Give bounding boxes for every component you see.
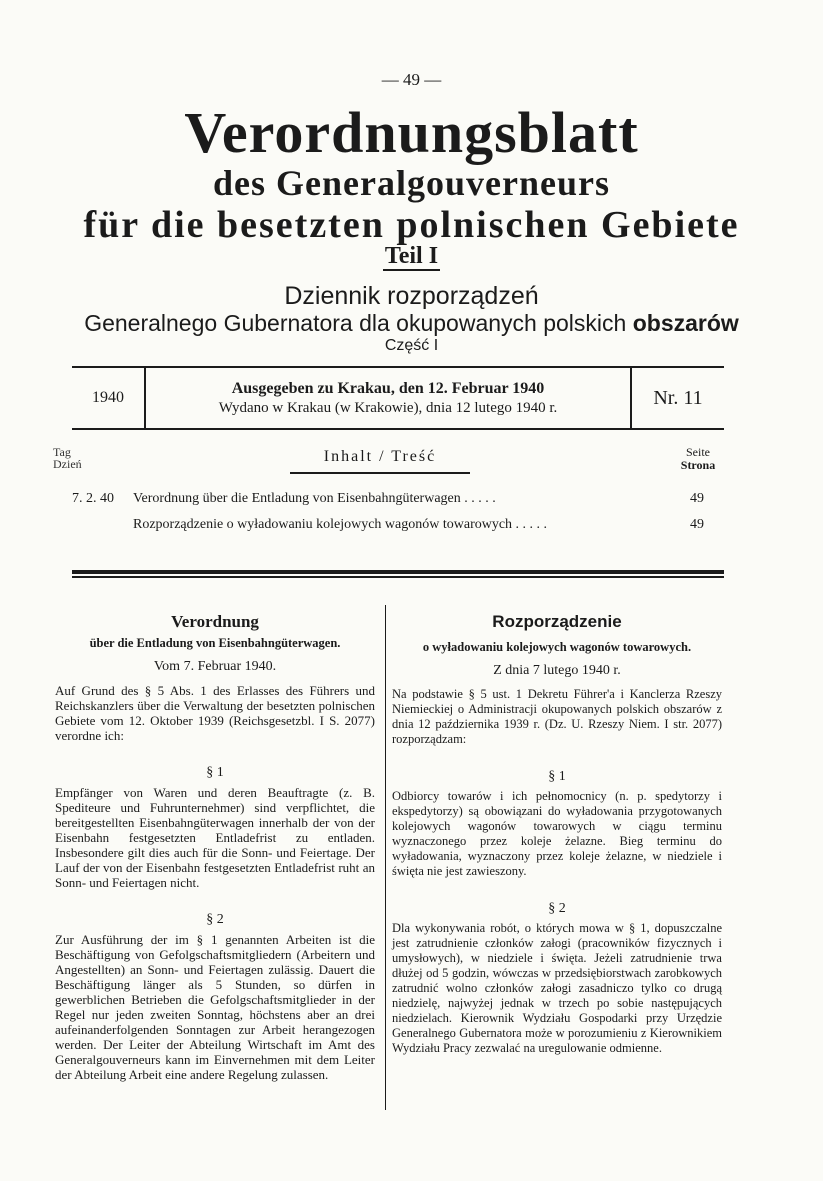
toc-row-page: 49 (690, 517, 704, 532)
toc-header (0, 444, 823, 484)
masthead-teil (0, 243, 823, 270)
masthead-polish-subtitle (0, 310, 823, 337)
polish-section-2-heading: § 2 (548, 901, 566, 916)
masthead-czesc: Część I (384, 337, 439, 354)
polish-section-1-heading: § 1 (548, 769, 566, 784)
german-section-1-heading: § 1 (206, 765, 224, 780)
column-divider (385, 605, 386, 1110)
masthead-subtitle-1: des Generalgouverneurs (213, 163, 610, 203)
polish-section-2-text: Dla wykonywania robót, o których mowa w § 1, dopuszczalne jest zatrudnienie członków załogi (pracowników fizycznych i umysłowych), w niedziele i święta. Jeżeli zatrudnienie trwa dłużej od 5 godzin, wówczas w przedsiębiorstwach zarobkowych zatrudnić wolno członków załogi zasadniczo tylko co drugą niedzielę, najwyżej jednak w trzech po sobie następujących niedzielach. Kierownik Wydziału Gospodarki przy Urzędzie Generalnego Gubernatora może w porozumieniu z Kierownikiem Wydziału Pracy zezwalać na uregulowanie odmienne. (392, 921, 722, 1055)
toc-row-title: Verordnung über die Entladung von Eisenbahngüterwagen . . . . . (133, 491, 496, 506)
toc-row-title: Rozporządzenie o wyładowaniu kolejowych wagonów towarowych . . . . . (133, 517, 548, 532)
issue-date-polish: Wydano w Krakau (w Krakowie), dnia 12 lutego 1940 r. (218, 399, 558, 416)
masthead-title: Verordnungsblatt (184, 100, 639, 165)
polish-title: Rozporządzenie (492, 612, 622, 631)
toc-row-date: 7. 2. 40 (72, 491, 114, 506)
german-title: Verordnung (171, 612, 259, 631)
issue-year: 1940 (72, 368, 146, 428)
polish-section-1-text: Odbiorcy towarów i ich pełnomocnicy (n. p. spedytorzy i ekspedytorzy) są obowiązani do wyładowania przygotowanych kolejowych wagonów towarowych w ciągu terminu wyznaczonego przez koleje żelazne. Bieg terminu do wyładowania, wyznaczony przez koleje żelazne, w niedziele i święta nie jest zawieszony. (392, 789, 722, 878)
issue-box (72, 366, 724, 430)
masthead-polish-title: Dziennik rozporządzeń (284, 282, 539, 310)
issue-info (146, 368, 632, 428)
divider-rule-thick (72, 570, 724, 574)
polish-subtitle: o wyładowaniu kolejowych wagonów towarowych. (422, 640, 692, 654)
german-column (55, 612, 375, 1082)
toc-page-polish: Strona (680, 458, 716, 472)
toc-page-label (668, 446, 728, 472)
issue-date-german: Ausgegeben zu Krakau, den 12. Februar 1940 (231, 379, 545, 397)
german-section-2-heading: § 2 (206, 912, 224, 927)
german-section-2-text: Zur Ausführung der im § 1 genannten Arbeiten ist die Beschäftigung von Gefolgschaftsmitgliedern (Arbeitern und Angestellten) an Sonn- und Feiertagen zulässig. Dauert die Beschäftigung länger als 5 Stunden, so dürfen in gewerblichen Betrieben die Gefolgschaftsmitglieder in der Regel nur jeden zweiten Sonntag, höchstens aber an drei aufeinanderfolgenden Sonntagen zur Arbeit herangezogen werden. Der Leiter der Abteilung Wirtschaft im Amt des Generalgouverneurs kann im Einvernehmen mit dem Leiter der Abteilung Arbeit eine andere Regelung zulassen. (55, 932, 375, 1082)
german-subtitle: über die Entladung von Eisenbahngüterwagen. (89, 636, 341, 650)
polish-date: Z dnia 7 lutego 1940 r. (493, 663, 621, 678)
polish-subtitle-main: Generalnego Gubernatora dla okupowanych polskich (84, 310, 633, 336)
german-date: Vom 7. Februar 1940. (153, 659, 277, 674)
toc-heading: Inhalt / Treść (290, 448, 470, 474)
polish-column (392, 612, 722, 1056)
page-number: — 49 — (381, 70, 442, 89)
toc-day-german: Tag (53, 445, 71, 459)
toc-row-page: 49 (690, 491, 704, 506)
polish-intro: Na podstawie § 5 ust. 1 Dekretu Führer'a i Kanclerza Rzeszy Niemieckiej o Administracji okupowanych polskich obszarów z dnia 12 października 1939 r. (Dz. U. Rzeszy Niem. I str. 2077) rozporządzam: (392, 687, 722, 746)
masthead-subtitle-2: für die besetzten polnischen Gebiete (83, 204, 740, 246)
toc-day-label (53, 446, 82, 470)
issue-number: Nr. 11 (653, 386, 703, 409)
teil-label: Teil I (384, 243, 439, 269)
german-intro: Auf Grund des § 5 Abs. 1 des Erlasses des Führers und Reichskanzlers über die Verwaltung der besetzten polnischen Gebiete vom 12. Oktober 1939 (Reichsgesetzbl. I S. 2077) verordne ich: (55, 683, 375, 743)
polish-subtitle-bold: obszarów (632, 310, 739, 336)
toc-day-polish: Dzień (53, 457, 82, 471)
toc-page-german: Seite (686, 445, 710, 459)
divider-rule-thin (72, 576, 724, 578)
german-section-1-text: Empfänger von Waren und deren Beauftragte (z. B. Spediteure und Fuhrunternehmer) sind verpflichtet, die bereitgestellten Eisenbahngüterwagen innerhalb der von der Eisenbahn festgesetzten Entladefrist zu entladen. Insbesondere gilt dies auch für die Sonn- und Feiertage. Der Lauf der von der Eisenbahn festgesetzten Entladefrist ruht an Sonn- und Feiertagen nicht. (55, 785, 375, 890)
